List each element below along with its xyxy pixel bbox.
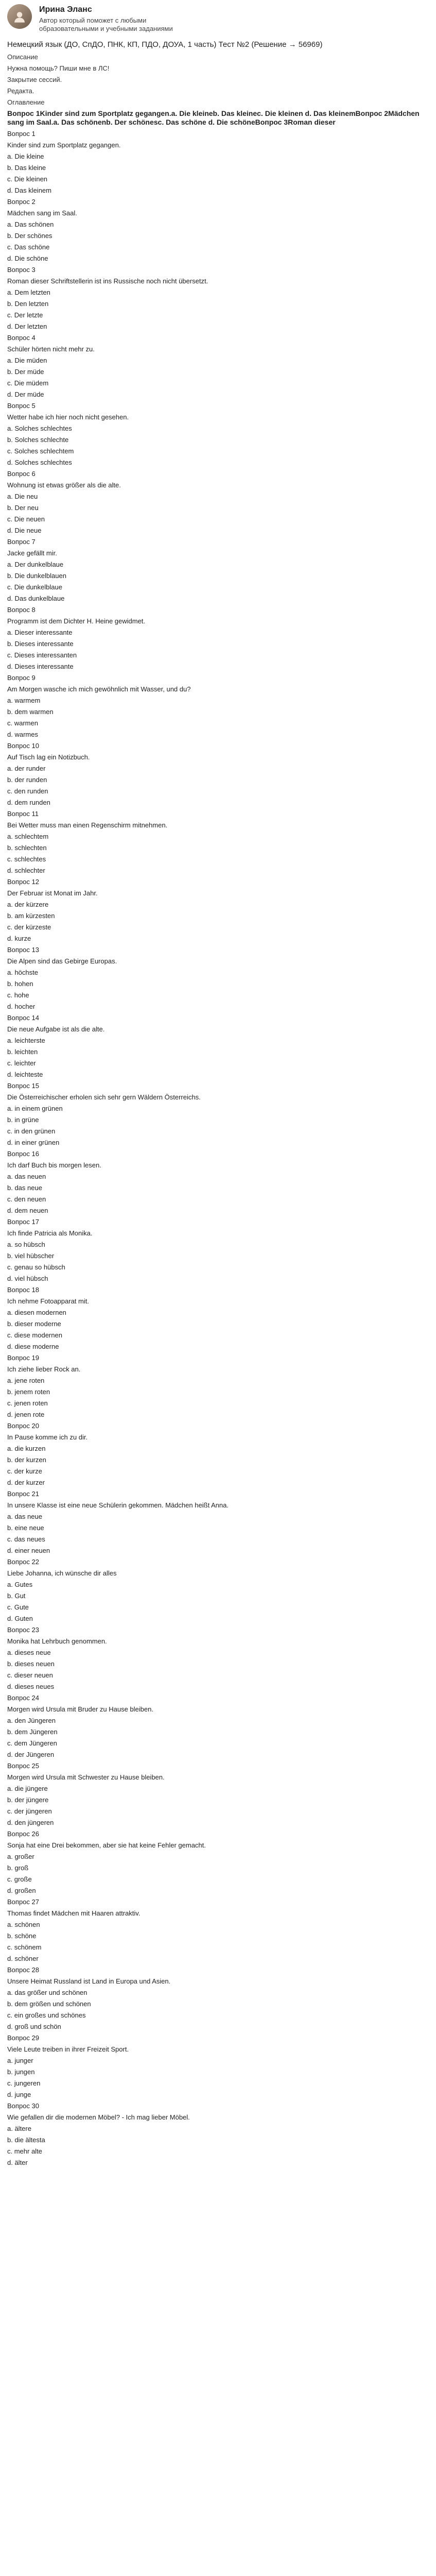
question-title: Вопрос 4 xyxy=(7,334,36,342)
answer-option: b. dieses neuen xyxy=(7,1660,55,1668)
answer-option: a. das größer und schönen xyxy=(7,1989,88,1996)
answer-option: c. das neues xyxy=(7,1535,45,1543)
question-block xyxy=(7,265,429,331)
question-text: Schüler hörten nicht mehr zu. xyxy=(7,345,95,353)
question-title: Вопрос 29 xyxy=(7,2034,39,2042)
answer-option: a. Gutes xyxy=(7,1581,33,1588)
help-text: Нужна помощь? Пиши мне в ЛС! xyxy=(7,64,110,72)
question-title: Вопрос 8 xyxy=(7,606,36,614)
author-name[interactable]: Ирина Эланс xyxy=(39,5,92,14)
answer-option: b. der jüngere xyxy=(7,1796,49,1804)
answer-option: b. Den letzten xyxy=(7,300,49,308)
answer-option: d. großen xyxy=(7,1887,36,1894)
answer-option: a. so hübsch xyxy=(7,1241,45,1248)
content-summary: Вопрос 1Kinder sind zum Sportplatz gegangen.a. Die kleineb. Das kleinec. Die kleinen d. Das kleinemВопрос 2Mädchen sang im Saal.a. Das schönenb. Der schönesc. Das schöne d. Die schönеВопрос 3Roman dieser xyxy=(7,109,420,126)
question-title: Вопрос 2 xyxy=(7,198,36,206)
answer-option: b. am kürzesten xyxy=(7,912,55,920)
answer-option: b. groß xyxy=(7,1864,29,1872)
author-info xyxy=(39,4,178,33)
answer-option: a. die kurzen xyxy=(7,1445,46,1452)
question-block xyxy=(7,333,429,399)
answer-option: b. Dieses interessante xyxy=(7,640,74,648)
question-text: Wie gefallen dir die modernen Möbel? - Ich mag lieber Möbel. xyxy=(7,2113,190,2121)
question-title: Вопрос 24 xyxy=(7,1694,39,1702)
question-block xyxy=(7,469,429,535)
answer-option: b. Die dunkelblauen xyxy=(7,572,66,580)
page-title: Немецкий язык (ДО, СпДО, ПНК, КП, ПДО, ДОУА, 1 часть) Тест №2 (Решение → 56969) xyxy=(7,40,323,49)
question-text: Die Österreichischer erholen sich sehr gern Wäldern Österreichs. xyxy=(7,1093,201,1101)
answer-option: c. genau so hübsch xyxy=(7,1263,65,1271)
answer-option: b. der runden xyxy=(7,776,47,784)
user-icon xyxy=(12,9,27,24)
question-title: Вопрос 7 xyxy=(7,538,36,546)
answer-option: c. warmen xyxy=(7,719,38,727)
question-block xyxy=(7,1081,429,1147)
question-title: Вопрос 25 xyxy=(7,1762,39,1770)
answer-option: d. der Jüngeren xyxy=(7,1751,55,1758)
question-title: Вопрос 22 xyxy=(7,1558,39,1566)
question-text: Morgen wird Ursula mit Bruder zu Hause bleiben. xyxy=(7,1705,153,1713)
answer-option: b. Solches schlechte xyxy=(7,436,69,444)
question-block xyxy=(7,1965,429,2031)
question-block xyxy=(7,945,429,1011)
question-text: Mädchen sang im Saal. xyxy=(7,209,77,217)
question-block xyxy=(7,401,429,467)
question-text: Morgen wird Ursula mit Schwester zu Hause bleiben. xyxy=(7,1773,165,1781)
question-title: Вопрос 23 xyxy=(7,1626,39,1634)
answer-option: b. viel hübscher xyxy=(7,1252,55,1260)
answer-option: c. jungeren xyxy=(7,2079,41,2087)
answer-option: d. groß und schön xyxy=(7,2023,61,2030)
question-block xyxy=(7,1557,429,1623)
answer-option: d. Das dunkelblaue xyxy=(7,595,65,602)
question-text: Jacke gefällt mir. xyxy=(7,549,57,557)
question-list xyxy=(7,129,429,2167)
answer-option: c. den neuen xyxy=(7,1195,46,1203)
answer-option: b. jungen xyxy=(7,2068,35,2076)
question-block xyxy=(7,605,429,671)
answer-option: c. Die dunkelblaue xyxy=(7,583,62,591)
question-text: Unsere Heimat Russland ist Land in Europa und Asien. xyxy=(7,1977,171,1985)
answer-option: d. Das kleinem xyxy=(7,187,51,194)
question-text: Am Morgen wasche ich mich gewöhnlich mit Wasser, und du? xyxy=(7,685,191,693)
question-block xyxy=(7,2033,429,2099)
question-title: Вопрос 21 xyxy=(7,1490,39,1498)
answer-option: b. das neue xyxy=(7,1184,42,1192)
answer-option: a. der runder xyxy=(7,765,46,772)
author-header xyxy=(7,4,429,33)
question-title: Вопрос 5 xyxy=(7,402,36,410)
question-title: Вопрос 27 xyxy=(7,1898,39,1906)
answer-option: c. hohe xyxy=(7,991,29,999)
question-block xyxy=(7,809,429,875)
question-text: Bei Wetter muss man einen Regenschirm mitnehmen. xyxy=(7,821,168,829)
answer-option: d. jenen rote xyxy=(7,1411,45,1418)
answer-option: d. einer neuen xyxy=(7,1547,50,1554)
question-block xyxy=(7,1897,429,1963)
question-title: Вопрос 26 xyxy=(7,1830,39,1838)
question-text: Die neue Aufgabe ist als die alte. xyxy=(7,1025,105,1033)
answer-option: a. diesen modernen xyxy=(7,1309,66,1316)
question-title: Вопрос 14 xyxy=(7,1014,39,1022)
question-text: Thomas findet Mädchen mit Haaren attraktiv. xyxy=(7,1909,141,1917)
answer-option: c. der kürzeste xyxy=(7,923,51,931)
answer-option: b. dem größen und schönen xyxy=(7,2000,91,2008)
avatar[interactable] xyxy=(7,4,32,29)
question-block xyxy=(7,1693,429,1759)
question-block xyxy=(7,741,429,807)
question-block xyxy=(7,1421,429,1487)
question-text: Monika hat Lehrbuch genommen. xyxy=(7,1637,107,1645)
answer-option: a. ältere xyxy=(7,2125,31,2132)
answer-option: b. in grüne xyxy=(7,1116,39,1124)
answer-option: a. das neue xyxy=(7,1513,42,1520)
question-block xyxy=(7,129,429,195)
editing-text: Редакта. xyxy=(7,87,34,95)
question-block xyxy=(7,673,429,739)
answer-option: c. Die neuen xyxy=(7,515,45,523)
answer-option: a. höchste xyxy=(7,969,38,976)
answer-option: c. große xyxy=(7,1875,32,1883)
answer-option: c. jenen roten xyxy=(7,1399,48,1407)
answer-option: d. schöner xyxy=(7,1955,39,1962)
answer-option: a. Die müden xyxy=(7,357,47,364)
question-block xyxy=(7,537,429,603)
question-title: Вопрос 1 xyxy=(7,130,36,138)
answer-option: d. Solches schlechtes xyxy=(7,459,72,466)
question-block xyxy=(7,1217,429,1283)
question-text: Der Februar ist Monat im Jahr. xyxy=(7,889,98,897)
question-block xyxy=(7,2102,429,2167)
answer-option: b. Der schönes xyxy=(7,232,53,240)
answer-option: d. den jüngeren xyxy=(7,1819,54,1826)
description-label: Описание xyxy=(7,53,38,61)
author-description: Автор который поможет с любыми образовательными и учебными заданиями xyxy=(39,16,173,32)
answer-option: a. großer xyxy=(7,1853,34,1860)
answer-option: d. kurze xyxy=(7,935,31,942)
question-title: Вопрос 12 xyxy=(7,878,39,886)
answer-option: b. Der neu xyxy=(7,504,39,512)
answer-option: d. der kurzer xyxy=(7,1479,45,1486)
answer-option: a. schönen xyxy=(7,1921,40,1928)
question-block xyxy=(7,1285,429,1351)
answer-option: b. schöne xyxy=(7,1932,37,1940)
answer-option: a. der kürzere xyxy=(7,901,49,908)
question-text: Liebe Johanna, ich wünsche dir alles xyxy=(7,1569,117,1577)
answer-option: c. leichter xyxy=(7,1059,36,1067)
question-title: Вопрос 18 xyxy=(7,1286,39,1294)
question-title: Вопрос 10 xyxy=(7,742,39,750)
answer-option: b. dieser moderne xyxy=(7,1320,61,1328)
answer-option: d. viel hübsch xyxy=(7,1275,48,1282)
answer-option: d. diese moderne xyxy=(7,1343,59,1350)
answer-option: c. dem Jüngeren xyxy=(7,1739,57,1747)
answer-option: b. Gut xyxy=(7,1592,26,1600)
answer-option: d. dieses neues xyxy=(7,1683,55,1690)
answer-option: b. dem warmen xyxy=(7,708,54,716)
answer-option: c. Gute xyxy=(7,1603,29,1611)
answer-option: d. warmes xyxy=(7,731,38,738)
answer-option: d. Die schöne xyxy=(7,255,48,262)
answer-option: c. Der letzte xyxy=(7,311,43,319)
answer-option: c. der kurze xyxy=(7,1467,42,1475)
answer-option: c. Solches schlechtem xyxy=(7,447,74,455)
question-text: Wohnung ist etwas größer als die alte. xyxy=(7,481,121,489)
question-text: Ich nehme Fotoapparat mit. xyxy=(7,1297,89,1305)
answer-option: a. Die neu xyxy=(7,493,38,500)
question-text: Wetter habe ich hier noch nicht gesehen. xyxy=(7,413,129,421)
answer-option: c. den runden xyxy=(7,787,48,795)
answer-option: d. junge xyxy=(7,2091,31,2098)
question-title: Вопрос 6 xyxy=(7,470,36,478)
question-block xyxy=(7,197,429,263)
toc-label: Оглавление xyxy=(7,98,45,106)
question-text: Viele Leute treiben in ihrer Freizeit Sport. xyxy=(7,2045,129,2053)
question-title: Вопрос 15 xyxy=(7,1082,39,1090)
answer-option: a. Dem letzten xyxy=(7,289,50,296)
answer-option: d. dem neuen xyxy=(7,1207,48,1214)
answer-option: a. warmem xyxy=(7,697,41,704)
answer-option: b. leichten xyxy=(7,1048,38,1056)
answer-option: b. Der müde xyxy=(7,368,44,376)
answer-option: b. die ältesta xyxy=(7,2136,45,2144)
question-block xyxy=(7,1353,429,1419)
question-title: Вопрос 9 xyxy=(7,674,36,682)
answer-option: c. Dieses interessanten xyxy=(7,651,77,659)
answer-option: b. der kurzen xyxy=(7,1456,46,1464)
answer-option: c. Die kleinen xyxy=(7,175,48,183)
question-title: Вопрос 17 xyxy=(7,1218,39,1226)
answer-option: a. Die kleine xyxy=(7,152,44,160)
question-title: Вопрос 3 xyxy=(7,266,36,274)
answer-option: a. in einem grünen xyxy=(7,1105,63,1112)
answer-option: a. den Jüngeren xyxy=(7,1717,56,1724)
answer-option: d. Guten xyxy=(7,1615,33,1622)
answer-option: b. jenem roten xyxy=(7,1388,50,1396)
answer-option: b. hohen xyxy=(7,980,33,988)
question-block xyxy=(7,1829,429,1895)
question-text: In Pause komme ich zu dir. xyxy=(7,1433,88,1441)
answer-option: d. älter xyxy=(7,2159,28,2166)
answer-option: d. Der letzten xyxy=(7,323,47,330)
question-title: Вопрос 13 xyxy=(7,946,39,954)
question-block xyxy=(7,1489,429,1555)
question-title: Вопрос 20 xyxy=(7,1422,39,1430)
question-text: Auf Tisch lag ein Notizbuch. xyxy=(7,753,90,761)
question-text: Programm ist dem Dichter H. Heine gewidmet. xyxy=(7,617,146,625)
answer-option: d. Der müde xyxy=(7,391,44,398)
answer-option: d. hocher xyxy=(7,1003,36,1010)
question-text: Ich ziehe lieber Rock an. xyxy=(7,1365,81,1373)
answer-option: a. Das schönen xyxy=(7,221,54,228)
question-text: Ich darf Buch bis morgen lesen. xyxy=(7,1161,101,1169)
answer-option: a. jene roten xyxy=(7,1377,45,1384)
question-block xyxy=(7,1149,429,1215)
answer-option: a. Dieser interessante xyxy=(7,629,73,636)
question-block xyxy=(7,1761,429,1827)
answer-option: a. dieses neue xyxy=(7,1649,51,1656)
question-text: Sonja hat eine Drei bekommen, aber sie hat keine Fehler gemacht. xyxy=(7,1841,206,1849)
answer-option: d. in einer grünen xyxy=(7,1139,60,1146)
answer-option: d. Dieses interessante xyxy=(7,663,74,670)
answer-option: c. in den grünen xyxy=(7,1127,56,1135)
answer-option: a. die jüngere xyxy=(7,1785,48,1792)
question-title: Вопрос 28 xyxy=(7,1966,39,1974)
answer-option: b. schlechten xyxy=(7,844,47,852)
answer-option: c. schlechtes xyxy=(7,855,46,863)
question-title: Вопрос 19 xyxy=(7,1354,39,1362)
answer-option: d. Die neue xyxy=(7,527,42,534)
answer-option: c. dieser neuen xyxy=(7,1671,53,1679)
answer-option: d. leichteste xyxy=(7,1071,43,1078)
question-title: Вопрос 16 xyxy=(7,1150,39,1158)
answer-option: d. schlechter xyxy=(7,867,45,874)
session-text: Закрытие сессий. xyxy=(7,76,62,83)
question-block xyxy=(7,1625,429,1691)
question-text: Kinder sind zum Sportplatz gegangen. xyxy=(7,141,121,149)
answer-option: a. Solches schlechtes xyxy=(7,425,72,432)
question-text: Die Alpen sind das Gebirge Europas. xyxy=(7,957,117,965)
question-text: Roman dieser Schriftstellerin ist ins Russische noch nicht übersetzt. xyxy=(7,277,208,285)
answer-option: a. das neuen xyxy=(7,1173,46,1180)
answer-option: a. leichterste xyxy=(7,1037,45,1044)
answer-option: b. dem Jüngeren xyxy=(7,1728,58,1736)
answer-option: c. schönem xyxy=(7,1943,42,1951)
answer-option: c. der jüngeren xyxy=(7,1807,52,1815)
question-text: In unsere Klasse ist eine neue Schülerin gekommen. Mädchen heißt Anna. xyxy=(7,1501,229,1509)
answer-option: a. Der dunkelblaue xyxy=(7,561,64,568)
answer-option: c. mehr alte xyxy=(7,2147,42,2155)
answer-option: b. eine neue xyxy=(7,1524,44,1532)
question-text: Ich finde Patricia als Monika. xyxy=(7,1229,93,1237)
answer-option: a. junger xyxy=(7,2057,33,2064)
answer-option: c. Das schöne xyxy=(7,243,50,251)
answer-option: c. diese modernen xyxy=(7,1331,62,1339)
answer-option: a. schlechtem xyxy=(7,833,49,840)
answer-option: b. Das kleine xyxy=(7,164,46,172)
answer-option: c. ein großes und schönes xyxy=(7,2011,86,2019)
question-block xyxy=(7,877,429,943)
question-title: Вопрос 30 xyxy=(7,2102,39,2110)
question-block xyxy=(7,1013,429,1079)
answer-option: d. dem runden xyxy=(7,799,50,806)
answer-option: c. Die müdem xyxy=(7,379,49,387)
question-title: Вопрос 11 xyxy=(7,810,39,818)
